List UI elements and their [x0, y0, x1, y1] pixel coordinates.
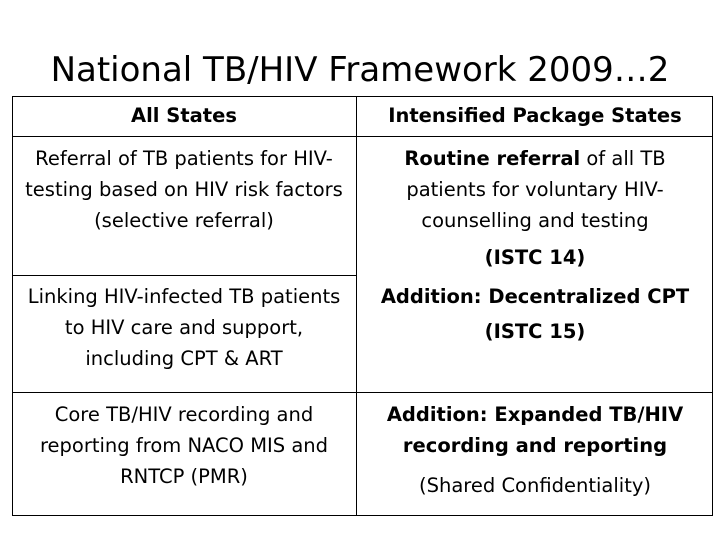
row2-intensified: Addition: Decentralized CPT [380, 285, 690, 308]
slide-title: National TB/HIV Framework 2009…2 [50, 50, 670, 90]
row1-all-states: Referral of TB patients for HIV-testing based on HIV risk factors (selective referral) [25, 147, 343, 232]
row3-all-states: Core TB/HIV recording and reporting from NACO MIS and RNTCP (PMR) [39, 403, 329, 488]
header-divider [12, 136, 713, 137]
row2-istc-ref: (ISTC 15) [484, 320, 586, 343]
row-divider-left [12, 275, 356, 276]
row2-all-states: Linking HIV-infected TB patients to HIV care and support, including CPT & ART [27, 285, 341, 370]
row3-note: (Shared Confidentiality) [418, 474, 652, 497]
row3-intensified: Addition: Expanded TB/HIV recording and reporting [386, 403, 684, 457]
header-intensified-states: Intensified Package States [388, 104, 682, 127]
row1-intensified [384, 143, 686, 236]
row1-intensified-text: of all TB patients for voluntary HIV-counselling and testing [406, 147, 666, 232]
row-divider [12, 392, 713, 393]
row1-intensified-bold: Routine referral [404, 147, 581, 170]
row1-istc-ref: (ISTC 14) [484, 246, 586, 269]
header-all-states: All States [131, 104, 237, 127]
